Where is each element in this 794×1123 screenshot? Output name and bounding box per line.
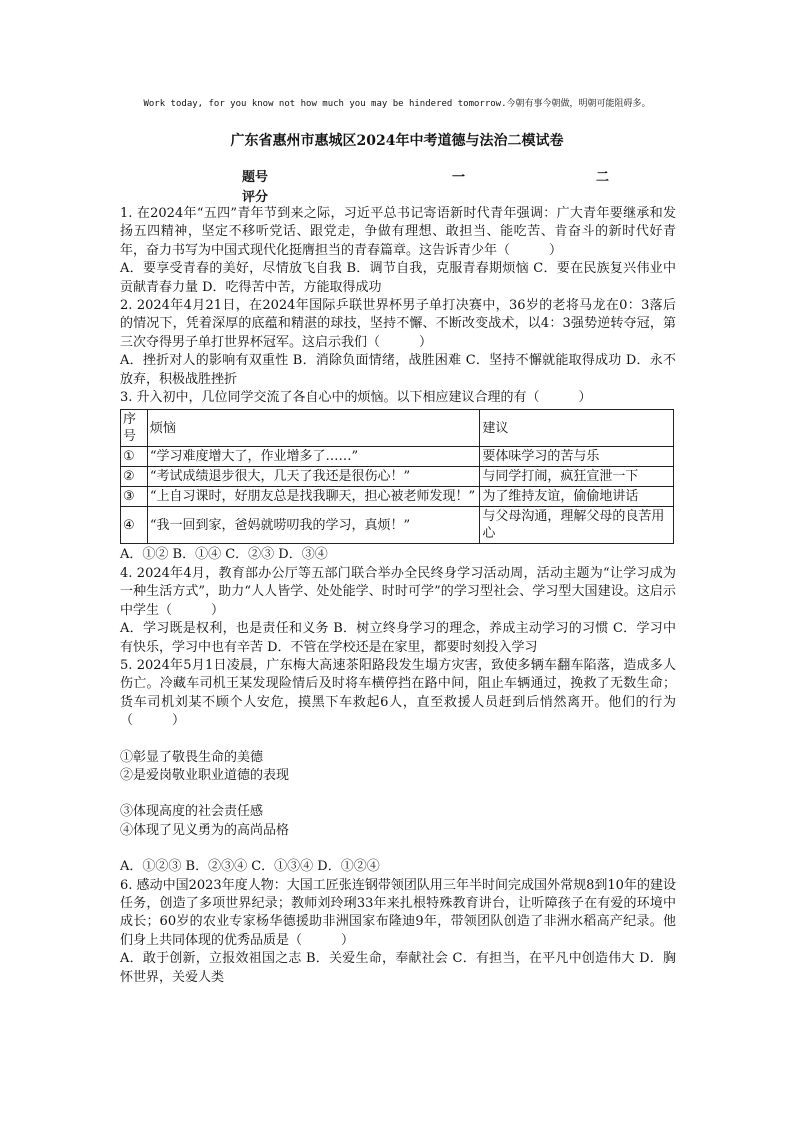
row-worry: “上自习课时，好朋友总是找我聊天，担心被老师发现！” xyxy=(147,487,480,507)
row-advice: 与同学打闹，疯狂宣泄一下 xyxy=(480,467,674,487)
table-row xyxy=(121,507,674,544)
table-row xyxy=(121,447,674,467)
score-col-1: 一 xyxy=(452,170,466,185)
score-row-label-1: 题号 xyxy=(242,170,269,185)
question-stem: 1. 在2024年“五四”青年节到来之际，习近平总书记寄语新时代青年强调：广大青年要继承和发扬五四精神，坚定不移听党话、跟党走，争做有理想、敢担当、能吃苦、肯奋斗的新时代好青年，奋力书写为中国式现代化挺膺担当的青春篇章。这告诉青少年（ ） xyxy=(120,206,676,258)
question-stem: 3. 升入初中，几位同学交流了各自心中的烦恼。以下相应建议合理的有（ ） xyxy=(120,390,592,406)
table-row xyxy=(121,467,674,487)
question-options: A．①②③ B．②③④ C．①③④ D．①②④ xyxy=(120,859,380,875)
table-header-row xyxy=(121,410,674,447)
score-col-2: 二 xyxy=(596,170,610,185)
statement-item: ③体现高度的社会责任感 xyxy=(120,804,264,820)
row-worry: “我一回到家，爸妈就唠叨我的学习，真烦！” xyxy=(147,507,480,544)
worries-table xyxy=(120,409,674,544)
question-options: A．要享受青春的美好，尽情放飞自我 B．调节自我，克服青春期烦恼 C．要在民族复兴伟业中贡献青春力量 D．吃得苦中苦，方能取得成功 xyxy=(120,261,676,295)
row-number: ② xyxy=(121,467,148,487)
questions xyxy=(120,205,676,987)
question-1 xyxy=(120,205,676,297)
question-stem: 2. 2024年4月21日，在2024年国际乒联世界杯男子单打决赛中，36岁的老将马龙在0：3落后的情况下，凭着深厚的底蕴和精湛的球技，坚持不懈、不断改变战术，以4：3强势逆转夺冠，第三次夺得男子单打世界杯冠军。这启示我们（ ） xyxy=(120,298,676,350)
question-5 xyxy=(120,657,676,877)
question-2 xyxy=(120,297,676,389)
header-cell-advice: 建议 xyxy=(480,410,674,447)
row-advice: 为了维持友谊，偷偷地讲话 xyxy=(480,487,674,507)
row-advice: 要体味学习的苦与乐 xyxy=(480,447,674,467)
score-row-label-2: 评分 xyxy=(242,190,269,205)
question-options: A．学习既是权利，也是责任和义务 B．树立终身学习的理念，养成主动学习的习惯 C．学习中有快乐，学习中也有辛苦 D．不管在学校还是在家里，都要时刻投入学习 xyxy=(120,621,676,655)
statement-item: ②是爱岗敬业职业道德的表现 xyxy=(120,767,290,783)
question-4 xyxy=(120,565,676,657)
question-options: A．挫折对人的影响有双重性 B．消除负面情绪，战胜困难 C．坚持不懈就能取得成功 D．永不放弃，积极战胜挫折 xyxy=(120,353,676,387)
header-motto: Work today, for you know not how much you may be hindered tomorrow.今朝有事今朝做，明朝可能阻碍多。 xyxy=(143,99,651,109)
exam-title: 广东省惠州市惠城区2024年中考道德与法治二模试卷 xyxy=(230,133,564,149)
header-cell-number: 序号 xyxy=(121,410,148,447)
question-6 xyxy=(120,877,676,987)
row-worry: “考试成绩退步很大，几天了我还是很伤心！” xyxy=(147,467,480,487)
row-worry: “学习难度增大了，作业增多了……” xyxy=(147,447,480,467)
question-options: A．①② B．①④ C．②③ D．③④ xyxy=(120,547,328,563)
header-cell-worry: 烦恼 xyxy=(147,410,480,447)
row-advice: 与父母沟通，理解父母的良苦用心 xyxy=(480,507,674,544)
row-number: ③ xyxy=(121,487,148,507)
row-number: ① xyxy=(121,447,148,467)
table-row xyxy=(121,487,674,507)
question-options: A．敢于创新，立报效祖国之志 B．关爱生命，奉献社会 C．有担当，在平凡中创造伟大 D．胸怀世界，关爱人类 xyxy=(120,951,676,985)
question-stem: 4. 2024年4月，教育部办公厅等五部门联合举办全民终身学习活动周，活动主题为“让学习成为一种生活方式”，助力“人人皆学、处处能学、时时可学”的学习型社会、学习型大国建设。这启示中学生（ ） xyxy=(120,565,676,618)
question-stem: 6. 感动中国2023年度人物：大国工匠张连钢带领团队用三年半时间完成国外常规8到10年的建设任务，创造了多项世界纪录；教师刘玲琍33年来扎根特殊教育讲台，让听障孩子在有爱的环境中成长；60岁的农业专家杨华德援助非洲国家布隆迪9年，带领团队创造了非洲水稻高产纪录。他们身上共同体现的优秀品质是（ ） xyxy=(120,877,676,948)
question-3 xyxy=(120,389,676,565)
statement-item: ④体现了见义勇为的高尚品格 xyxy=(120,822,290,838)
statement-item: ①彰显了敬畏生命的美德 xyxy=(120,749,264,765)
row-number: ④ xyxy=(121,507,148,544)
question-stem: 5. 2024年5月1日凌晨，广东梅大高速茶阳路段发生塌方灾害，致使多辆车翻车陷落，造成多人伤亡。冷藏车司机王某发现险情后及时将车横停挡在路中间，阻止车辆通过，挽救了无数生命；货车司机刘某不顾个人安危，摸黑下车救起6人，直至救援人员赶到后悄然离开。他们的行为（ ） xyxy=(120,657,676,729)
